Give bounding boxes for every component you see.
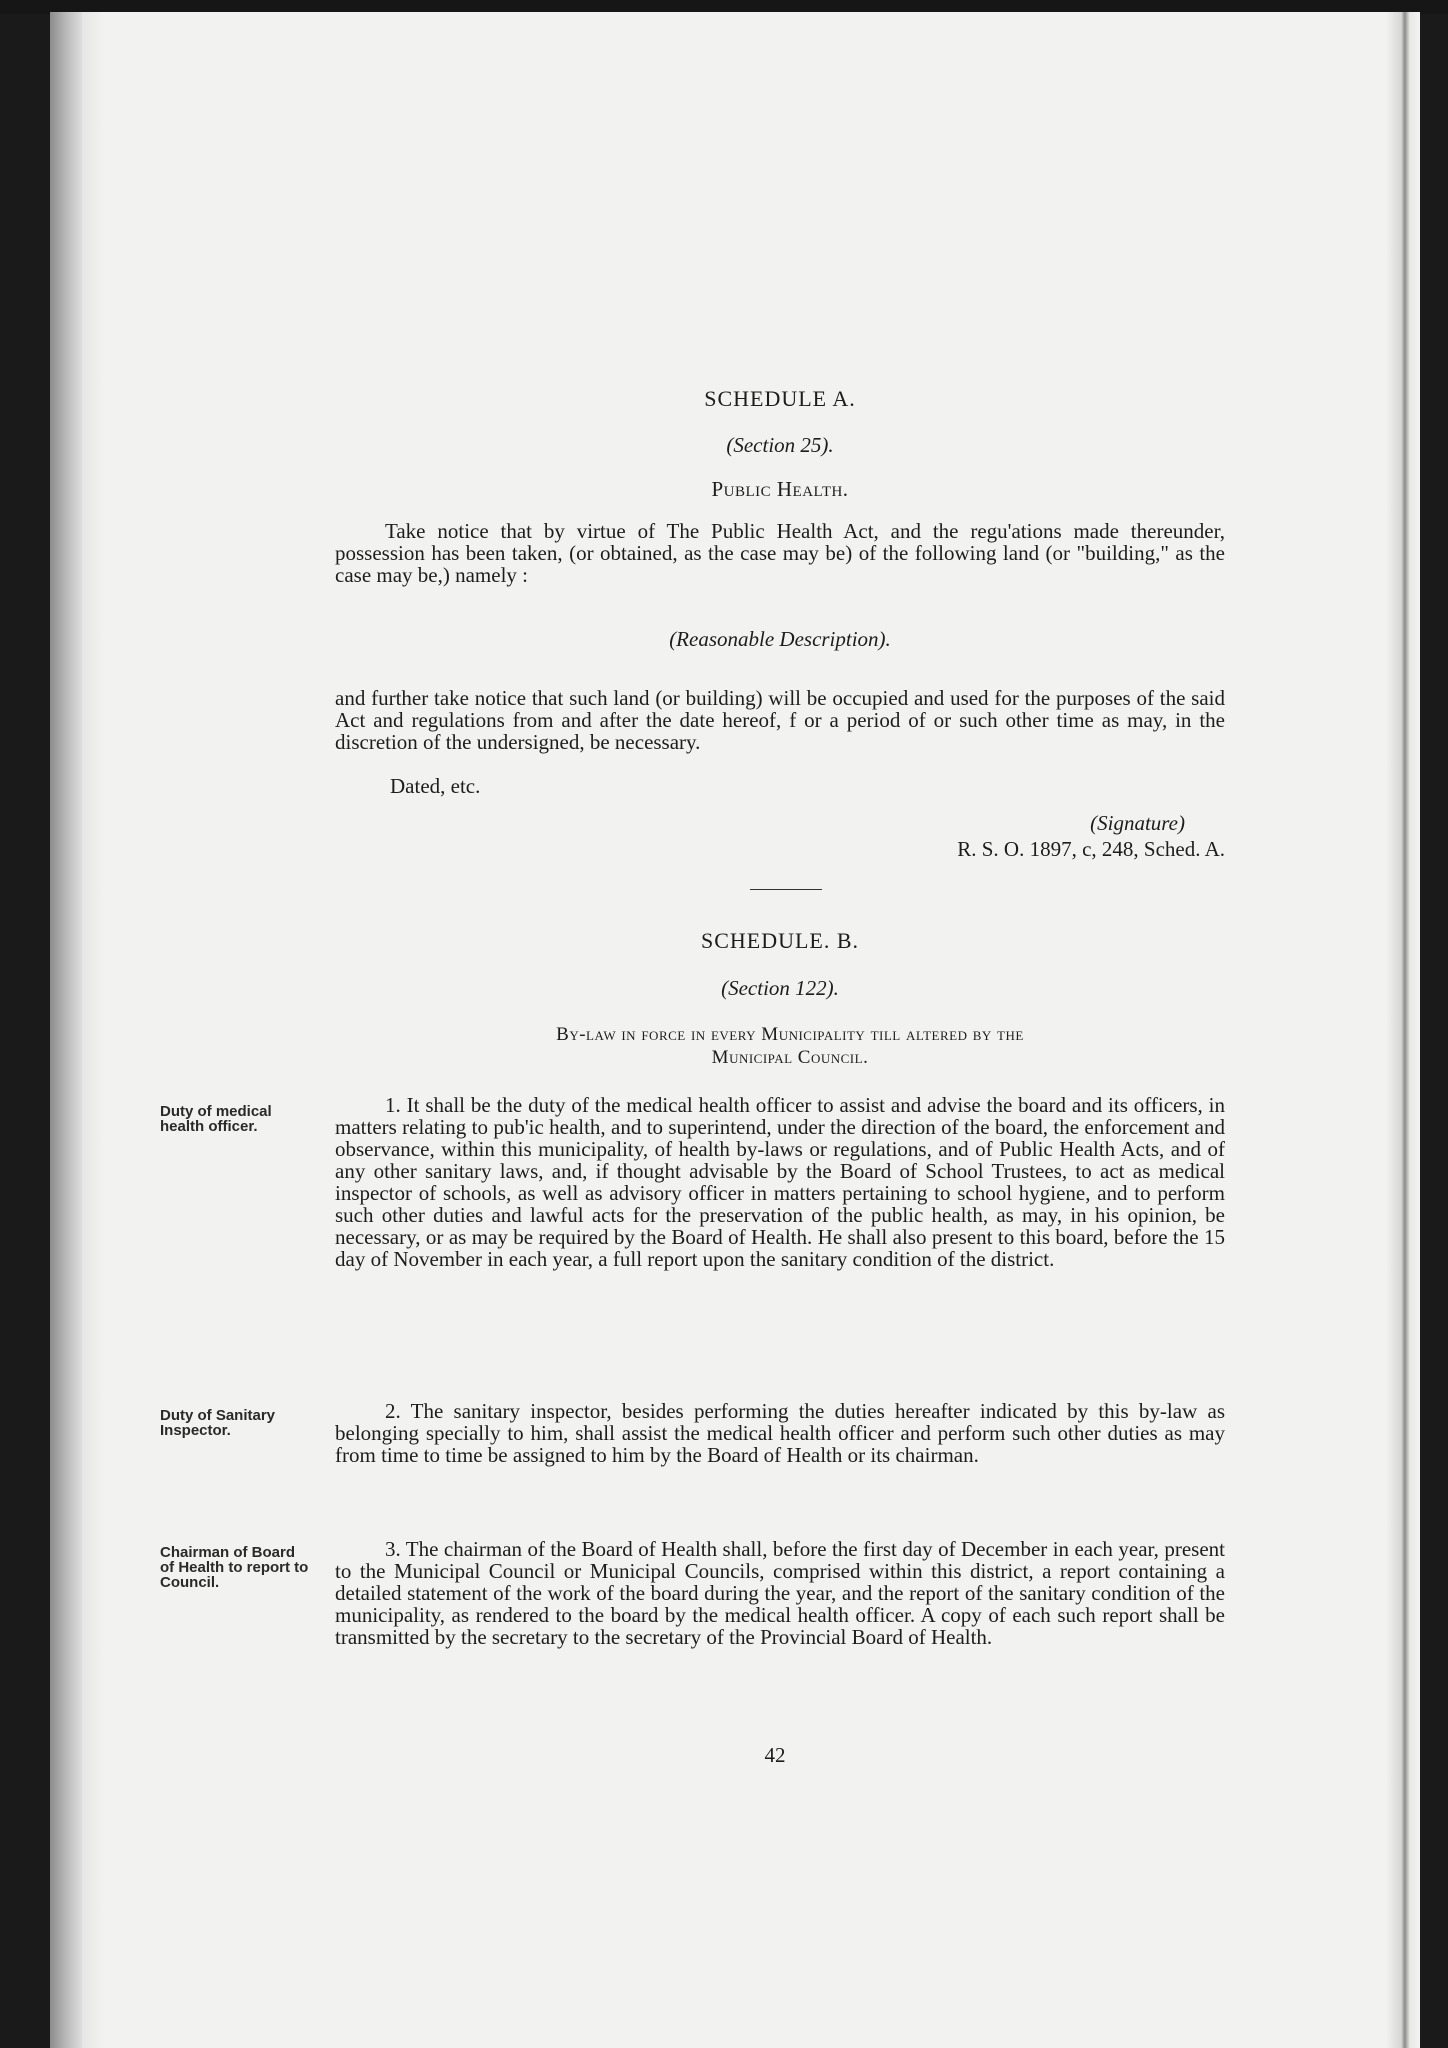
schedule-a-description: (Reasonable Description). <box>669 627 891 651</box>
schedule-a-citation: R. S. O. 1897, c, 248, Sched. A. <box>957 837 1225 861</box>
schedule-b-section: (Section 122). <box>721 976 839 1000</box>
by-law-item-3: 3. The chairman of the Board of Health shall, before the first day of December in each year, present to the Municipal Council or Municipal Councils, comprised within this district, a report containing a detailed statement of the work of the board during the year, and the report of the sanitary condition of the municipality, as rendered to the board by the medical health officer. A copy of each such report shall be transmitted by the secretary to the secretary of the Provincial Board of Health. <box>335 1537 1225 1649</box>
schedule-b-subtitle-line-1: By-law in force in every Municipality till altered by the <box>556 1024 1024 1045</box>
margin-note-chairman-report: Chairman of Board of Health to report to Council. <box>160 1544 309 1591</box>
schedule-a-title: SCHEDULE A. <box>704 386 856 411</box>
section-divider <box>750 889 822 890</box>
schedule-a-paragraph-2: and further take notice that such land (or building) will be occupied and used for the purposes of the said Act and regulations from and after the date hereof, f or a period of or such other time as may, in the discretion of the undersigned, be necessary. <box>335 686 1225 754</box>
schedule-a-dated: Dated, etc. <box>390 774 481 798</box>
margin-note-medical-health-officer: Duty of medical health officer. <box>160 1103 272 1135</box>
page-right-edge <box>1386 12 1420 2048</box>
schedule-b-title: SCHEDULE. B. <box>700 928 860 953</box>
page-number: 42 <box>764 1743 786 1767</box>
margin-note-sanitary-inspector: Duty of Sanitary Inspector. <box>160 1407 276 1439</box>
by-law-item-2: 2. The sanitary inspector, besides performing the duties hereafter indicated by this by-law as belonging specially to him, shall assist the medical health officer and perform such other duties as may from time to time be assigned to him by the Board of Health or its chairman. <box>335 1399 1225 1467</box>
spine-gradient <box>82 12 104 2048</box>
schedule-b-subtitle-line-2: Municipal Council. <box>711 1047 869 1068</box>
schedule-a-paragraph-1: Take notice that by virtue of The Public Health Act, and the regu'ations made thereunder, possession has been taken, (or obtained, as the case may be) of the following land (or "building," as the case may be,) namely : <box>335 519 1225 587</box>
schedule-a-subtitle: Public Health. <box>711 477 849 501</box>
by-law-item-1: 1. It shall be the duty of the medical health officer to assist and advise the board and its officers, in matters relating to pub'ic health, and to superintend, under the direction of the board, the enforcement and observance, within this municipality, of health by-laws or regulations, and of Public Health Acts, and of any other sanitary laws, and, if thought advisable by the Board of School Trustees, to act as medical inspector of schools, as well as advisory officer in matters pertaining to school hygiene, and to perform such other duties and lawful acts for the preservation of the public health, as may, in his opinion, be necessary, or as may be required by the Board of Health. He shall also present to this board, before the 15 day of November in each year, a full report upon the sanitary condition of the district. <box>335 1093 1225 1271</box>
schedule-a-section: (Section 25). <box>726 433 834 457</box>
schedule-a-signature: (Signature) <box>1090 811 1185 835</box>
